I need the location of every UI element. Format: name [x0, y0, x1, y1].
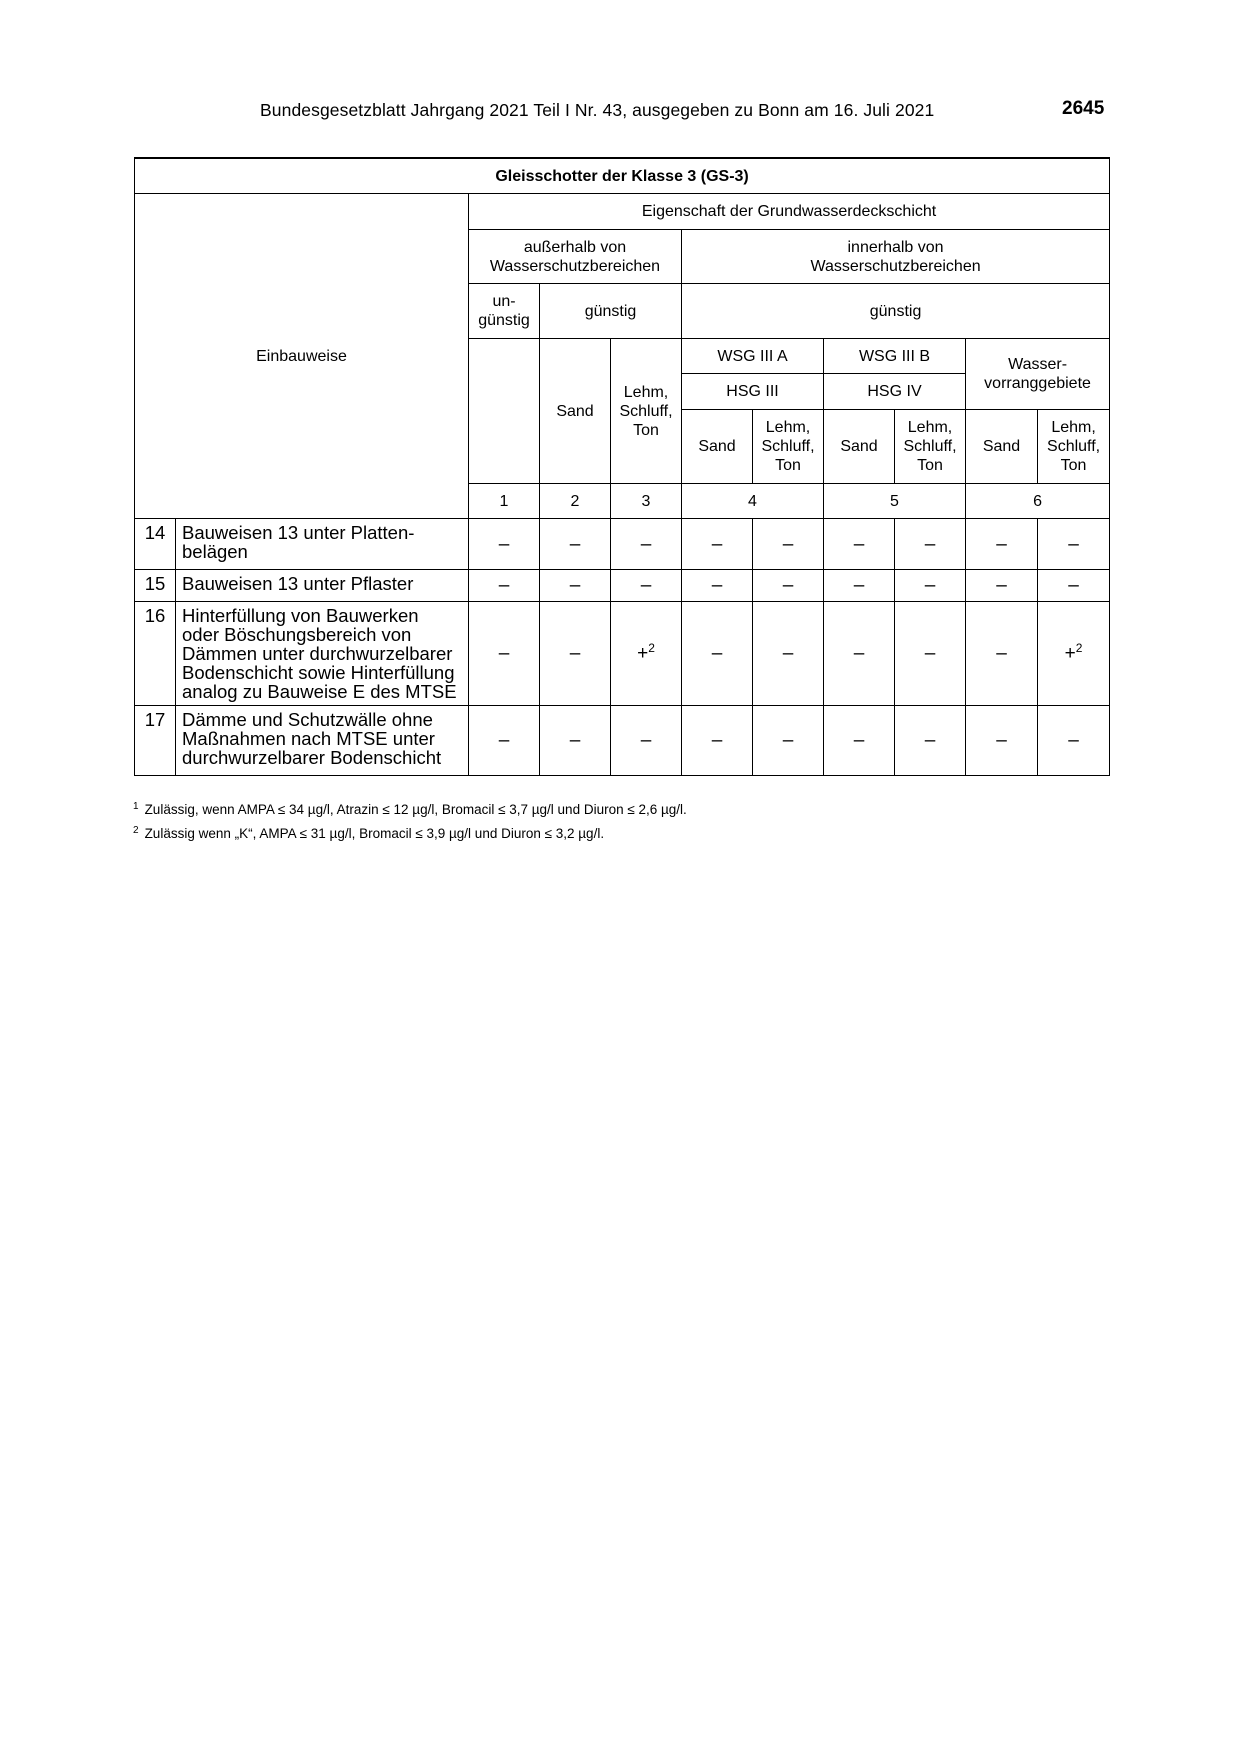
table-row [135, 602, 1110, 706]
col-number: 3 [611, 484, 682, 519]
col-number: 5 [824, 484, 966, 519]
value-cell [824, 706, 895, 776]
value-cell [824, 570, 895, 602]
value-text: – [924, 730, 936, 751]
row-number: 16 [135, 602, 176, 706]
value-text: – [996, 643, 1007, 664]
value-text: – [569, 643, 581, 664]
value-cell [1038, 519, 1110, 570]
eigenschaft-header: Eigenschaft der Grundwasserdeckschicht [469, 194, 1110, 230]
value-cell [540, 706, 611, 776]
value-text: – [498, 575, 510, 596]
value-cell [895, 706, 966, 776]
value-cell [611, 570, 682, 602]
value-text: – [640, 730, 652, 751]
table-row [135, 519, 1110, 570]
col-sand-header: Sand [966, 410, 1038, 484]
value-cell [753, 570, 824, 602]
value-text: – [498, 643, 510, 664]
unguenstig-header: un- günstig [469, 284, 540, 339]
row-number: 14 [135, 519, 176, 570]
row-number: 15 [135, 570, 176, 602]
row-description: Dämme und Schutzwälle ohne Maßnahmen nach MTSE unter durchwurzelbarer Bodenschicht [176, 706, 469, 776]
guenstig-header-outside: günstig [540, 284, 682, 339]
col-lehm-header: Lehm, Schluff, Ton [753, 410, 824, 484]
value-cell [753, 706, 824, 776]
value-text: – [711, 533, 723, 555]
value-text: – [924, 533, 936, 555]
wasservorrang-header: Wasser- vorranggebiete [966, 339, 1110, 410]
value-cell [1038, 602, 1110, 706]
value-text: – [569, 730, 581, 751]
value-text: – [711, 730, 723, 751]
footnote-text: Zulässig wenn „K“, AMPA ≤ 31 µg/l, Bromacil ≤ 3,9 µg/l und Diuron ≤ 3,2 µg/l. [144, 826, 605, 841]
footnote-text: Zulässig, wenn AMPA ≤ 34 µg/l, Atrazin ≤ 12 µg/l, Bromacil ≤ 3,7 µg/l und Diuron ≤ 2,6 µg/l. [144, 802, 687, 817]
value-text: – [782, 730, 794, 751]
page-number: 2645 [1062, 98, 1105, 119]
value-text: – [853, 730, 865, 751]
value-cell [611, 602, 682, 706]
table-row [135, 706, 1110, 776]
hsg-iv-header: HSG IV [824, 374, 966, 410]
row-description: Bauweisen 13 unter Pflaster [176, 570, 469, 602]
value-cell [682, 602, 753, 706]
value-cell [611, 519, 682, 570]
value-cell [824, 519, 895, 570]
value-cell [540, 519, 611, 570]
value-cell [895, 519, 966, 570]
value-cell [966, 519, 1038, 570]
value-cell [469, 602, 540, 706]
running-header: Bundesgesetzblatt Jahrgang 2021 Teil I Nr. 43, ausgegeben zu Bonn am 16. Juli 2021 [260, 100, 935, 120]
value-text: – [569, 575, 581, 596]
value-text: – [640, 575, 652, 596]
value-text: – [996, 575, 1007, 596]
col-number: 4 [682, 484, 824, 519]
wsg-a-header: WSG III A [682, 339, 824, 374]
value-cell [895, 570, 966, 602]
value-cell [966, 706, 1038, 776]
value-text: – [782, 643, 794, 664]
wsg-b-header: WSG III B [824, 339, 966, 374]
ausserhalb-header: außerhalb von Wasserschutzbereichen [469, 230, 682, 284]
einbauweise-header: Einbauweise [135, 194, 469, 519]
col-lehm-header: Lehm, Schluff, Ton [611, 339, 682, 484]
value-cell [469, 706, 540, 776]
value-cell [611, 706, 682, 776]
innerhalb-header: innerhalb von Wasserschutzbereichen [682, 230, 1110, 284]
guenstig-header-inside: günstig [682, 284, 1110, 339]
value-cell [540, 570, 611, 602]
value-cell [682, 519, 753, 570]
hsg-iii-header: HSG III [682, 374, 824, 410]
value-text: – [498, 730, 510, 751]
value-cell [469, 519, 540, 570]
table-row [135, 570, 1110, 602]
value-cell [753, 519, 824, 570]
value-text: + [1064, 643, 1076, 664]
value-text: – [640, 533, 652, 555]
col-number: 2 [540, 484, 611, 519]
value-cell [682, 570, 753, 602]
value-text: – [498, 533, 510, 555]
footnote [133, 825, 604, 841]
col-sand-header: Sand [824, 410, 895, 484]
table-header [135, 158, 1110, 519]
gs3-table [134, 157, 1110, 776]
value-cell [469, 570, 540, 602]
col-lehm-header: Lehm, Schluff, Ton [1038, 410, 1110, 484]
col-number: 1 [469, 484, 540, 519]
value-cell [540, 602, 611, 706]
col-sand-header: Sand [682, 410, 753, 484]
col-lehm-header: Lehm, Schluff, Ton [895, 410, 966, 484]
value-text: – [1068, 730, 1079, 751]
value-cell [682, 706, 753, 776]
value-text: – [711, 643, 723, 664]
value-text: – [569, 533, 581, 555]
value-text: – [924, 575, 936, 596]
unguenstig-blank [469, 339, 540, 484]
value-text: – [711, 575, 723, 596]
table-title: Gleisschotter der Klasse 3 (GS-3) [135, 158, 1110, 194]
col-sand-header: Sand [540, 339, 611, 484]
value-cell [753, 602, 824, 706]
row-description: Bauweisen 13 unter Platten- belägen [176, 519, 469, 570]
footnote-ref: 2 [648, 641, 655, 655]
value-text: – [924, 643, 936, 664]
value-text: + [637, 643, 649, 664]
value-text: – [782, 533, 794, 555]
value-text: – [996, 533, 1007, 555]
footnote-ref: 2 [1075, 641, 1083, 655]
value-text: – [853, 643, 865, 664]
value-text: – [782, 575, 794, 596]
value-text: – [996, 730, 1007, 751]
value-cell [966, 570, 1038, 602]
value-text: – [1068, 533, 1079, 555]
footnote-mark: 1 [133, 801, 139, 812]
value-text: – [1068, 575, 1079, 596]
value-cell [824, 602, 895, 706]
value-cell [1038, 570, 1110, 602]
row-number: 17 [135, 706, 176, 776]
value-text: – [853, 533, 865, 555]
value-cell [895, 602, 966, 706]
value-cell [1038, 706, 1110, 776]
table-body [135, 519, 1110, 776]
footnote [133, 801, 687, 817]
col-number: 6 [966, 484, 1110, 519]
value-cell [966, 602, 1038, 706]
footnote-mark: 2 [133, 825, 139, 836]
value-text: – [853, 575, 865, 596]
row-description: Hinterfüllung von Bauwerken oder Böschungsbereich von Dämmen unter durchwurzelbarer Bodenschicht sowie Hinterfüllung analog zu Bauweise E des MTSE [176, 602, 469, 706]
